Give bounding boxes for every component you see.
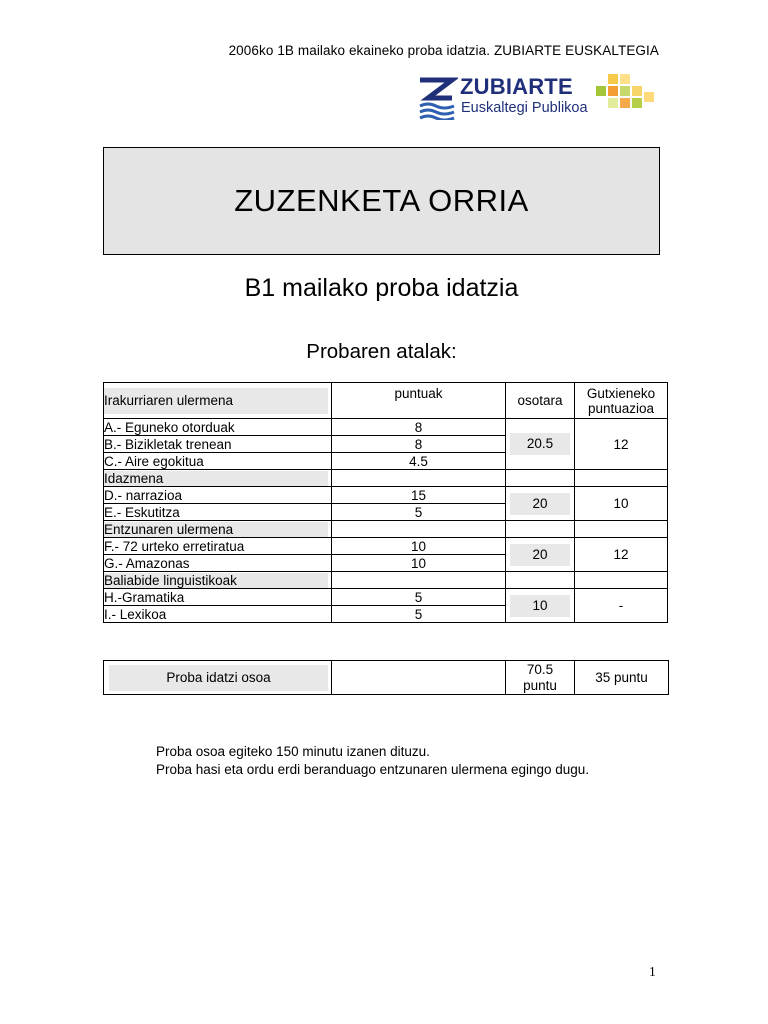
- header-total: osotara: [506, 383, 575, 419]
- group-minimum: 10: [575, 487, 668, 521]
- row-name: H.-Gramatika: [104, 589, 332, 606]
- group-minimum: -: [575, 589, 668, 623]
- page-subtitle: B1 mailako proba idatzia: [244, 274, 519, 302]
- total-label: Proba idatzi osoa: [104, 661, 332, 695]
- row-name: I.- Lexikoa: [104, 606, 332, 623]
- row-points: 8: [332, 436, 506, 453]
- row-name: E.- Eskutitza: [104, 504, 332, 521]
- section-header-row: [104, 470, 668, 487]
- row-name: A.- Eguneko otorduak: [104, 419, 332, 436]
- row-points: 8: [332, 419, 506, 436]
- row-name: Entzunaren ulermena: [104, 521, 332, 538]
- table-row: [104, 538, 668, 555]
- row-points: 5: [332, 504, 506, 521]
- row-name: C.- Aire egokitua: [104, 453, 332, 470]
- table-header-row: [104, 383, 668, 419]
- note-line: Proba hasi eta ordu erdi beranduago entzunaren ulermena egingo dugu.: [156, 762, 590, 777]
- total-sum: 70.5 puntu: [506, 661, 575, 695]
- group-total: 20.5: [506, 419, 575, 470]
- total-minimum: 35 puntu: [575, 661, 669, 695]
- group-minimum: 12: [575, 538, 668, 572]
- table-row: [104, 419, 668, 436]
- header-section: Irakurriaren ulermena: [104, 383, 332, 419]
- group-total: 10: [506, 589, 575, 623]
- row-points: 10: [332, 555, 506, 572]
- row-points: 10: [332, 538, 506, 555]
- logo-name: ZUBIARTE: [460, 74, 573, 99]
- row-points: [332, 521, 506, 538]
- header-points: puntuak: [332, 383, 506, 419]
- section-title: Probaren atalak:: [306, 340, 457, 363]
- row-points: 15: [332, 487, 506, 504]
- table-row: [104, 487, 668, 504]
- group-minimum: 12: [575, 419, 668, 470]
- page-number: 1: [649, 964, 656, 979]
- row-name: G.- Amazonas: [104, 555, 332, 572]
- row-points: 5: [332, 606, 506, 623]
- row-name: B.- Bizikletak trenean: [104, 436, 332, 453]
- row-points: 4.5: [332, 453, 506, 470]
- group-total: 20: [506, 487, 575, 521]
- row-name: D.- narrazioa: [104, 487, 332, 504]
- note-line: Proba osoa egiteko 150 minutu izanen dituzu.: [156, 744, 430, 759]
- section-header-row: [104, 572, 668, 589]
- page-title: ZUZENKETA ORRIA: [234, 183, 529, 218]
- total-points: [332, 661, 506, 695]
- row-points: [332, 470, 506, 487]
- header-minimum: Gutxieneko puntuazioa: [575, 383, 668, 419]
- row-name: F.- 72 urteko erretiratua: [104, 538, 332, 555]
- group-total: 20: [506, 538, 575, 572]
- logo-squares-icon: [596, 74, 660, 112]
- row-points: 5: [332, 589, 506, 606]
- total-row: [104, 661, 669, 695]
- row-points: [332, 572, 506, 589]
- row-name: Idazmena: [104, 470, 332, 487]
- sections-table: [103, 382, 668, 623]
- logo-subtitle: Euskaltegi Publikoa: [461, 100, 588, 116]
- notes: [156, 743, 589, 779]
- running-header: 2006ko 1B mailako ekaineko proba idatzia. ZUBIARTE EUSKALTEGIA: [228, 43, 659, 58]
- zubiarte-logo: [418, 74, 668, 122]
- section-header-row: [104, 521, 668, 538]
- title-box: [103, 147, 660, 255]
- row-name: Baliabide linguistikoak: [104, 572, 332, 589]
- total-table: [103, 660, 669, 695]
- table-row: [104, 589, 668, 606]
- logo-wave-icon: [418, 76, 458, 120]
